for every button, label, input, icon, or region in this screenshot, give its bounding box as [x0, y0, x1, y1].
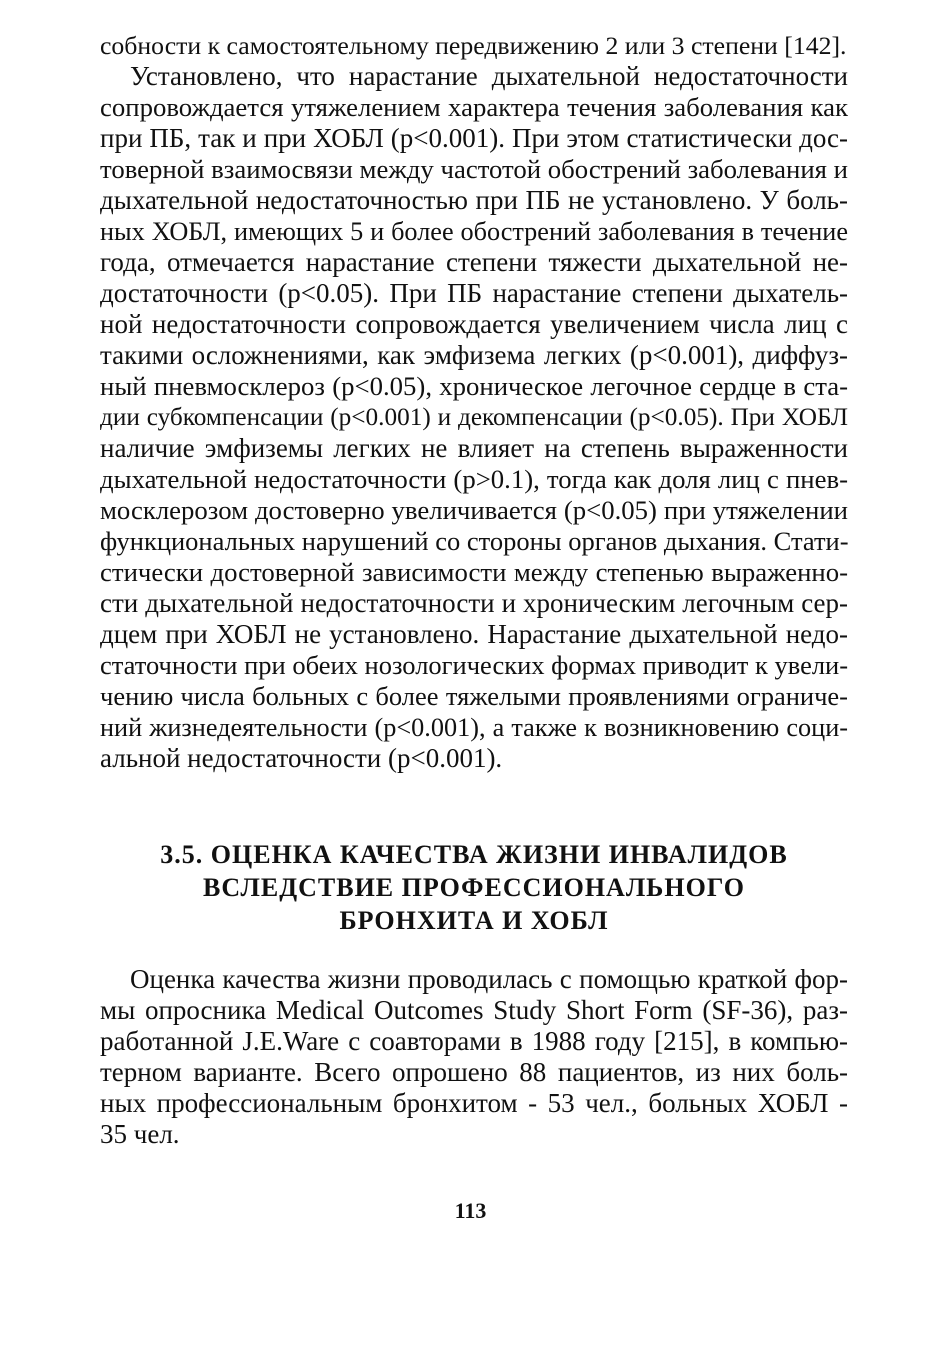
section-heading — [100, 838, 848, 937]
text-line: 35 чел. — [100, 1119, 180, 1149]
page-number: 113 — [454, 1198, 487, 1223]
text-line: терном варианте. Всего опрошено 88 пациентов, из них боль- — [100, 1057, 848, 1087]
text-line: ный пневмосклероз (р<0.05), хроническое легочное сердце в ста- — [100, 371, 848, 401]
paragraph-respiratory-insufficiency — [100, 61, 848, 774]
text-line: при ПБ, так и при ХОБЛ (р<0.001). При этом статистически дос- — [100, 123, 848, 153]
heading-line: 3.5. ОЦЕНКА КАЧЕСТВА ЖИЗНИ ИНВАЛИДОВ — [160, 840, 788, 869]
text-line: чению числа больных с более тяжелыми проявлениями ограниче- — [100, 681, 848, 711]
text-line: москлерозом достоверно увеличивается (р<0.05) при утяжелении — [100, 495, 848, 525]
text-line: такими осложнениями, как эмфизема легких (р<0.001), диффуз- — [100, 340, 848, 370]
text-line: дыхательной недостаточностью при ПБ не установлено. У боль- — [100, 185, 848, 215]
paragraph-quality-of-life — [100, 964, 848, 1150]
text-line: дыхательной недостаточности (р>0.1), тогда как доля лиц с пнев- — [100, 464, 848, 494]
heading-line: БРОНХИТА И ХОБЛ — [339, 906, 609, 935]
text-line: Оценка качества жизни проводилась с помощью краткой фор- — [130, 964, 848, 994]
text-line: года, отмечается нарастание степени тяжести дыхательной не- — [100, 247, 848, 277]
text-line: альной недостаточности (р<0.001). — [100, 743, 503, 773]
text-line: наличие эмфиземы легких не влияет на степень выраженности — [100, 433, 848, 463]
text-line: собности к самостоятельному передвижению 2 или 3 степени [142]. — [100, 31, 847, 60]
text-line: товерной взаимосвязи между частотой обострений заболевания и — [100, 154, 848, 184]
text-line: мы опросника Medical Outcomes Study Short Form (SF-36), раз- — [100, 995, 848, 1025]
text-line: дии субкомпенсации (р<0.001) и декомпенсации (р<0.05). При ХОБЛ — [100, 403, 848, 431]
text-line: статочности при обеих нозологических формах приводит к увели- — [100, 650, 849, 680]
text-line: Установлено, что нарастание дыхательной недостаточности — [130, 61, 848, 91]
text-line: ных ХОБЛ, имеющих 5 и более обострений заболевания в течение — [100, 217, 848, 246]
text-line: функциональных нарушений со стороны органов дыхания. Стати- — [100, 526, 849, 556]
text-line: дцем при ХОБЛ не установлено. Нарастание дыхательной недо- — [100, 619, 848, 649]
heading-line: ВСЛЕДСТВИЕ ПРОФЕССИОНАЛЬНОГО — [203, 873, 745, 902]
text-line: достаточности (р<0.05). При ПБ нарастание степени дыхатель- — [100, 278, 848, 308]
text-line: сопровождается утяжелением характера течения заболевания как — [100, 92, 848, 122]
text-line: ных профессиональным бронхитом - 53 чел., больных ХОБЛ - — [100, 1088, 848, 1118]
text-line: ний жизнедеятельности (р<0.001), а также к возникновению соци- — [100, 713, 848, 742]
text-line: стически достоверной зависимости между степенью выраженно- — [100, 557, 848, 587]
text-line: работанной J.E.Ware с соавторами в 1988 году [215], в компью- — [100, 1026, 848, 1056]
paragraph-continuation — [100, 30, 848, 61]
text-line: сти дыхательной недостаточности и хроническим легочным сер- — [100, 588, 848, 618]
text-line: ной недостаточности сопровождается увеличением числа лиц с — [100, 309, 848, 339]
